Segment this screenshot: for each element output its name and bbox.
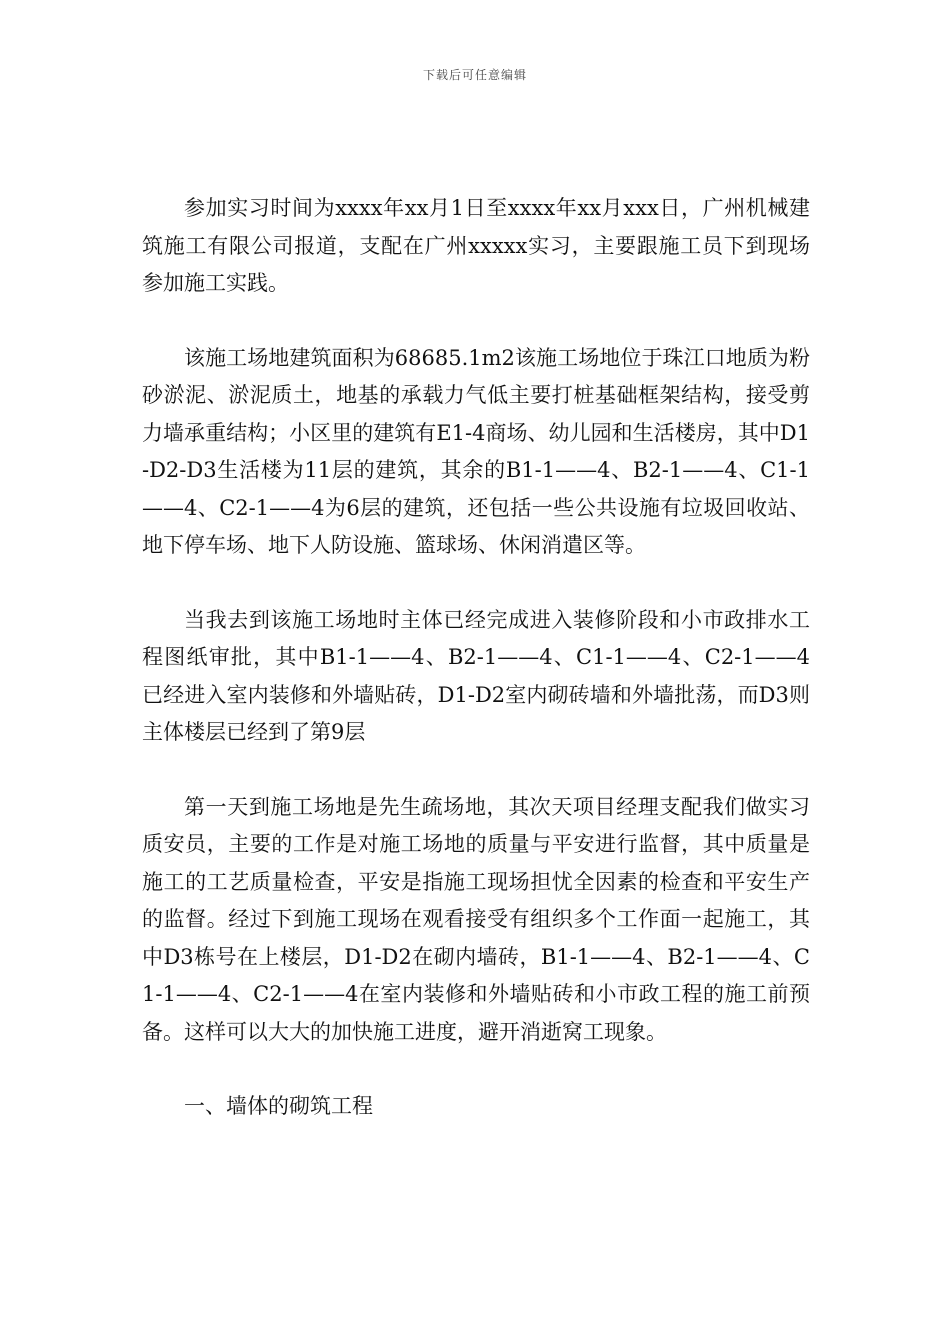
paragraph-site-overview: 该施工场地建筑面积为68685.1m2该施工场地位于珠江口地质为粉砂淤泥、淤泥质土，地基的承载力气低主要打桩基础框架结构，接受剪力墙承重结构；小区里的建筑有E1-4商场、幼儿园和生活楼房，其中D1-D2-D3生活楼为11层的建筑，其余的B1-1——4、B2-1——4、C1-1——4、C2-1——4为6层的建筑，还包括一些公共设施有垃圾回收站、地下停车场、地下人防设施、篮球场、休闲消遣区等。 xyxy=(142,345,810,557)
paragraph-construction-progress: 当我去到该施工场地时主体已经完成进入装修阶段和小市政排水工程图纸审批，其中B1-1——4、B2-1——4、C1-1——4、C2-1——4已经进入室内装修和外墙贴砖，D1-D2室内砌砖墙和外墙批荡，而D3则主体楼层已经到了第9层 xyxy=(142,607,810,744)
paragraph-first-day-duties: 第一天到施工场地是先生疏场地，其次天项目经理支配我们做实习质安员，主要的工作是对施工场地的质量与平安进行监督，其中质量是施工的工艺质量检查，平安是指施工现场担忧全因素的检查和平安生产的监督。经过下到施工现场在观看接受有组织多个工作面一起施工，其中D3栋号在上楼层，D1-D2在砌内墙砖，B1-1——4、B2-1——4、C1-1——4、C2-1——4在室内装修和外墙贴砖和小市政工程的施工前预备。这样可以大大的加快施工进度，避开消逝窝工现象。 xyxy=(142,794,810,1044)
header-note: 下载后可任意编辑 xyxy=(422,68,527,82)
paragraph-internship-period: 参加实习时间为xxxx年xx月1日至xxxx年xx月xxx日，广州机械建筑施工有限公司报道，支配在广州xxxxx实习，主要跟施工员下到现场参加施工实践。 xyxy=(142,196,810,295)
document-body xyxy=(142,190,810,1126)
section-heading-masonry: 一、墙体的砌筑工程 xyxy=(184,1094,373,1118)
